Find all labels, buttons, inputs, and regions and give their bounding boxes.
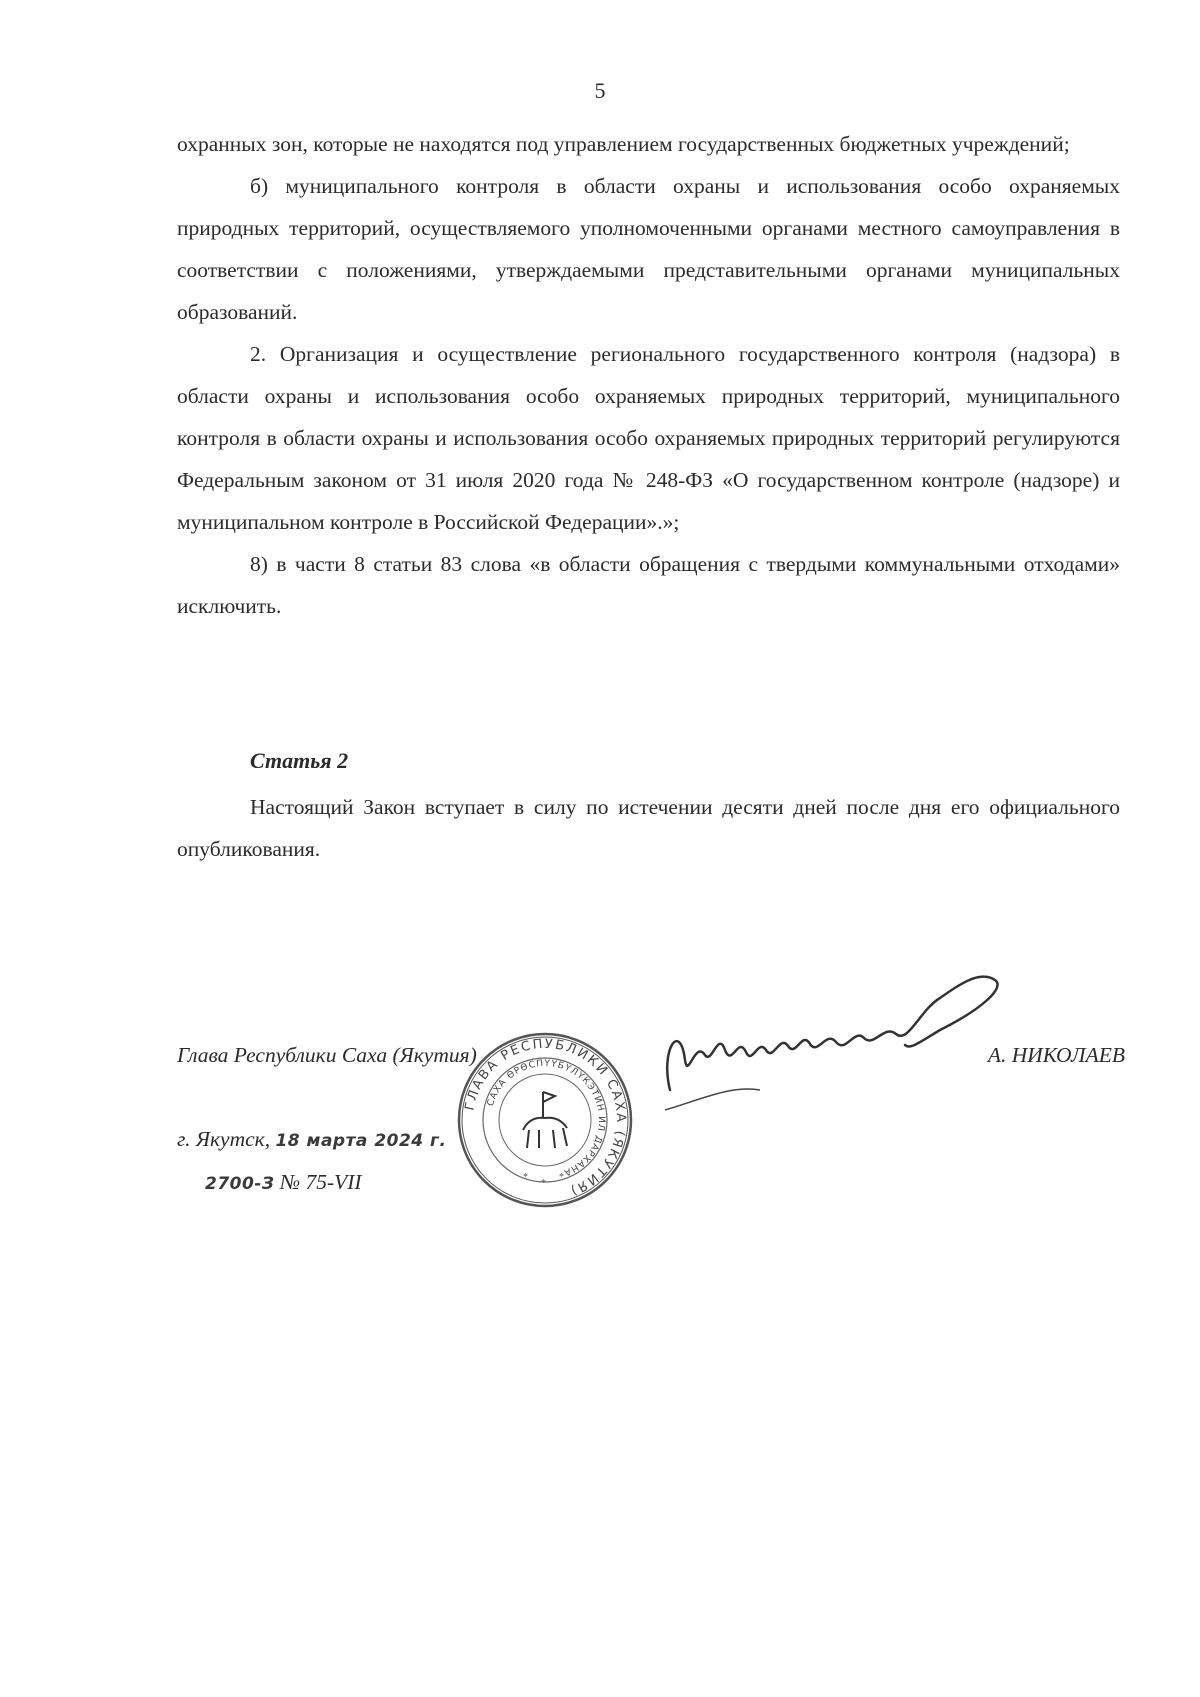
article-heading: Статья 2	[250, 748, 349, 773]
handwritten-number-prefix: 2700-З	[205, 1174, 275, 1194]
place-label: г. Якутск,	[177, 1127, 271, 1151]
svg-text:ГЛАВА РЕСПУБЛИКИ САХА (ЯКУТИЯ): ГЛАВА РЕСПУБЛИКИ САХА (ЯКУТИЯ)	[462, 1036, 629, 1199]
signatory-position: Глава Республики Саха (Якутия)	[177, 1043, 477, 1067]
official-seal-icon	[455, 1030, 635, 1210]
place-date-line	[177, 1127, 446, 1152]
svg-text:*: *	[559, 1172, 564, 1183]
svg-text:*: *	[523, 1172, 528, 1183]
signature-icon	[640, 950, 1020, 1150]
paragraph: 2. Организация и осуществление регионального государственного контроля (надзора) в области охраны и использования особо охраняемых природных территорий, муниципального контроля в области охраны и использования особо охраняемых природных территорий регулируются Федеральным законом от 31 июля 2020 года № 248-ФЗ «О государственном контроле (надзоре) и муниципальном контроле в Российской Федерации».»;	[177, 342, 1120, 534]
paragraph: б) муниципального контроля в области охраны и использования особо охраняемых природных территорий, осуществляемого уполномоченными органами местного самоуправления в соответствии с положениями, утверждаемыми представительными органами муниципальных образований.	[177, 174, 1120, 324]
paragraph: охранных зон, которые не находятся под управлением государственных бюджетных учреждений;	[177, 132, 1070, 156]
law-number-line	[205, 1170, 362, 1195]
svg-text:САХА ӨРӨСПҮҮБҮЛҮКЭТИН ИЛ ДАРХА: САХА ӨРӨСПҮҮБҮЛҮКЭТИН ИЛ ДАРХАНА	[485, 1058, 607, 1178]
article-text: Настоящий Закон вступает в силу по истечении десяти дней после дня его официального опубликования.	[177, 795, 1120, 861]
signatory-name: А. НИКОЛАЕВ	[987, 1043, 1125, 1067]
svg-text:*: *	[541, 1178, 546, 1189]
document-body	[177, 123, 1120, 627]
handwritten-date: 18 марта 2024 г.	[275, 1131, 447, 1151]
paragraph: 8) в части 8 статьи 83 слова «в области обращения с твердыми коммунальными отходами» исключить.	[177, 552, 1120, 618]
law-number: № 75-VII	[279, 1170, 362, 1194]
page-number: 5	[594, 78, 606, 103]
